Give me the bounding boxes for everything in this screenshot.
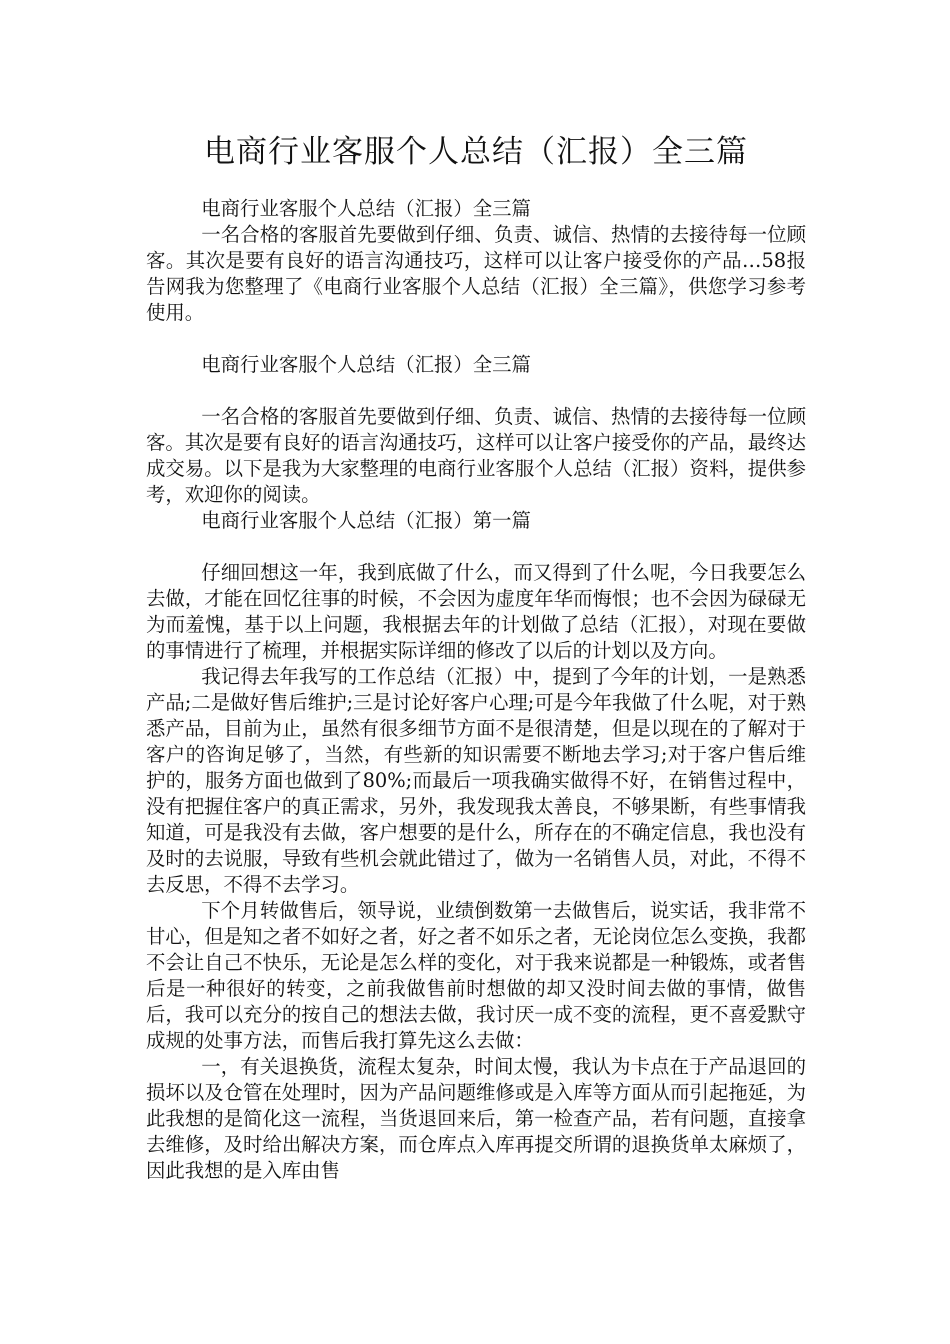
document-body [146, 196, 806, 1184]
intro-summary: 一名合格的客服首先要做到仔细、负责、诚信、热情的去接待每一位顾客。其次是要有良好的语言沟通技巧，这样可以让客户接受你的产品…58报告网我为您整理了《电商行业客服个人总结（汇报）全三篇》，供您学习参考使用。 [146, 223, 806, 324]
body-paragraph: 一，有关退换货，流程太复杂，时间太慢，我认为卡点在于产品退回的损坏以及仓管在处理时，因为产品问题维修或是入库等方面从而引起拖延，为此我想的是简化这一流程，当货退回来后，第一检查产品，若有问题，直接拿去维修，及时给出解决方案，而仓库点入库再提交所谓的退换货单太麻烦了，因此我想的是入库由售 [146, 1055, 806, 1182]
section-heading: 电商行业客服个人总结（汇报）全三篇 [201, 353, 531, 376]
body-paragraph: 我记得去年我写的工作总结（汇报）中，提到了今年的计划，一是熟悉产品;二是做好售后维护;三是讨论好客户心理;可是今年我做了什么呢，对于熟悉产品，目前为止，虽然有很多细节方面不是很清楚，但是以现在的了解对于客户的咨询足够了，当然，有些新的知识需要不断地去学习;对于客户售后维护的，服务方面也做到了80%;而最后一项我确实做得不好，在销售过程中，没有把握住客户的真正需求，另外，我发现我太善良，不够果断，有些事情我知道，可是我没有去做，客户想要的是什么，所存在的不确定信息，我也没有及时的去说服，导致有些机会就此错过了，做为一名销售人员，对此，不得不去反思，不得不去学习。 [146, 665, 806, 896]
intro-paragraph: 一名合格的客服首先要做到仔细、负责、诚信、热情的去接待每一位顾客。其次是要有良好的语言沟通技巧，这样可以让客户接受你的产品，最终达成交易。以下是我为大家整理的电商行业客服个人总结（汇报）资料，提供参考，欢迎你的阅读。 [146, 405, 806, 506]
intro-heading: 电商行业客服个人总结（汇报）全三篇 [201, 197, 531, 220]
body-paragraph: 仔细回想这一年，我到底做了什么，而又得到了什么呢，今日我要怎么去做，才能在回忆往事的时候，不会因为虚度年华而悔恨；也不会因为碌碌无为而羞愧，基于以上问题，我根据去年的计划做了总结（汇报），对现在要做的事情进行了梳理，并根据实际详细的修改了以后的计划以及方向。 [146, 561, 806, 662]
body-paragraph: 下个月转做售后，领导说，业绩倒数第一去做售后，说实话，我非常不甘心，但是知之者不如好之者，好之者不如乐之者，无论岗位怎么变换，我都不会让自己不快乐，无论是怎么样的变化，对于我来说都是一种锻炼，或者售后是一种很好的转变，之前我做售前时想做的却又没时间去做的事情，做售后，我可以充分的按自己的想法去做，我讨厌一成不变的流程，更不喜爱默守成规的处事方法，而售后我打算先这么去做： [146, 899, 806, 1052]
part-one-heading: 电商行业客服个人总结（汇报）第一篇 [201, 509, 531, 532]
document-title: 电商行业客服个人总结（汇报）全三篇 [204, 134, 748, 170]
